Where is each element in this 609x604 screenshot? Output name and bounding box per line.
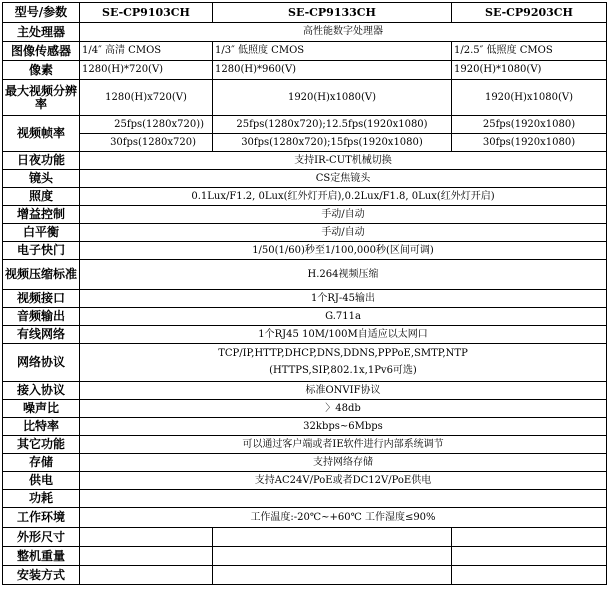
row-audio-output [3,308,607,326]
row-storage [3,454,607,472]
processor-value: 高性能数字处理器 [80,23,607,42]
row-network [3,326,607,344]
gain-value: 手动/自动 [80,206,607,224]
access-protocol-value: 标准ONVIF协议 [80,382,607,400]
model-1: SE-CP9103CH [80,3,213,23]
dimensions-value-1 [80,528,213,547]
pixels-label: 像素 [3,61,80,80]
protocols-value [80,344,607,382]
shutter-value: 1/50(1/60)秒至1/100,000秒(区间可调) [80,242,607,260]
snr-value: 〉48db [80,400,607,418]
row-protocols [3,344,607,382]
row-processor [3,23,607,42]
frame-rate-1-line1: 25fps(1280x720)) [80,116,213,134]
gain-label: 增益控制 [3,206,80,224]
bitrate-label: 比特率 [3,418,80,436]
max-resolution-value-2: 1920(H)x1080(V) [213,80,452,116]
row-compression [3,260,607,290]
frame-rate-3-line2: 30fps(1920x1080) [452,134,607,152]
pixels-value-2: 1280(H)*960(V) [213,61,452,80]
row-illumination [3,188,607,206]
row-video-interface [3,290,607,308]
row-frame-rate-2 [3,134,607,152]
weight-value-3 [452,547,607,566]
shutter-label: 电子快门 [3,242,80,260]
installation-value-2 [213,566,452,585]
row-snr [3,400,607,418]
network-label: 有线网络 [3,326,80,344]
row-gain [3,206,607,224]
frame-rate-2-line2: 30fps(1280x720);15fps(1920x1080) [213,134,452,152]
row-pixels [3,61,607,80]
row-frame-rate-1 [3,116,607,134]
frame-rate-1-line2: 30fps(1280x720) [80,134,213,152]
max-resolution-value-3: 1920(H)x1080(V) [452,80,607,116]
lens-value: CS定焦镜头 [80,170,607,188]
frame-rate-2-line1: 25fps(1280x720);12.5fps(1920x1080) [213,116,452,134]
day-night-label: 日夜功能 [3,152,80,170]
model-2: SE-CP9133CH [213,3,452,23]
other-value: 可以通过客户端或者IE软件进行内部系统调节 [80,436,607,454]
lens-label: 镜头 [3,170,80,188]
row-max-resolution [3,80,607,116]
spec-table [2,2,607,585]
storage-label: 存储 [3,454,80,472]
audio-output-label: 音频输出 [3,308,80,326]
environment-label: 工作环境 [3,508,80,528]
row-bitrate [3,418,607,436]
pixels-value-1: 1280(H)*720(V) [80,61,213,80]
power-consumption-value [80,490,607,508]
weight-value-1 [80,547,213,566]
frame-rate-label: 视频帧率 [3,116,80,152]
max-resolution-label: 最大视频分辨率 [3,80,80,116]
row-power [3,472,607,490]
row-other [3,436,607,454]
processor-label: 主处理器 [3,23,80,42]
row-sensor [3,42,607,61]
installation-label: 安装方式 [3,566,80,585]
video-interface-value: 1个RJ-45输出 [80,290,607,308]
audio-output-value: G.711a [80,308,607,326]
power-value: 支持AC24V/PoE或者DC12V/PoE供电 [80,472,607,490]
installation-value-3 [452,566,607,585]
max-resolution-value-1: 1280(H)x720(V) [80,80,213,116]
model-3: SE-CP9203CH [452,3,607,23]
row-dimensions [3,528,607,547]
weight-value-2 [213,547,452,566]
snr-label: 噪声比 [3,400,80,418]
video-interface-label: 视频接口 [3,290,80,308]
sensor-label: 图像传感器 [3,42,80,61]
bitrate-value: 32kbps~6Mbps [80,418,607,436]
power-consumption-label: 功耗 [3,490,80,508]
row-lens [3,170,607,188]
day-night-value: 支持IR-CUT机械切换 [80,152,607,170]
sensor-value-1: 1/4″ 高清 CMOS [80,42,213,61]
sensor-value-3: 1/2.5″ 低照度 CMOS [452,42,607,61]
dimensions-value-3 [452,528,607,547]
header-row [3,3,607,23]
dimensions-value-2 [213,528,452,547]
installation-value-1 [80,566,213,585]
weight-label: 整机重量 [3,547,80,566]
frame-rate-3-line1: 25fps(1920x1080) [452,116,607,134]
compression-label: 视频压缩标准 [3,260,80,290]
illumination-label: 照度 [3,188,80,206]
other-label: 其它功能 [3,436,80,454]
environment-value: 工作温度:-20℃~+60℃ 工作湿度≤90% [80,508,607,528]
white-balance-label: 白平衡 [3,224,80,242]
power-label: 供电 [3,472,80,490]
header-label: 型号/参数 [3,3,80,23]
row-environment [3,508,607,528]
protocols-line1: TCP/IP,HTTP,DHCP,DNS,DDNS,PPPoE,SMTP,NTP [218,348,468,359]
row-day-night [3,152,607,170]
storage-value: 支持网络存储 [80,454,607,472]
protocols-label: 网络协议 [3,344,80,382]
row-installation [3,566,607,585]
row-power-consumption [3,490,607,508]
illumination-value: 0.1Lux/F1.2, 0Lux(红外灯开启),0.2Lux/F1.8, 0Lux(红外灯开启) [80,188,607,206]
compression-value: H.264视频压缩 [80,260,607,290]
row-access-protocol [3,382,607,400]
network-value: 1个RJ45 10M/100M自适应以太网口 [80,326,607,344]
dimensions-label: 外形尺寸 [3,528,80,547]
pixels-value-3: 1920(H)*1080(V) [452,61,607,80]
sensor-value-2: 1/3″ 低照度 CMOS [213,42,452,61]
white-balance-value: 手动/自动 [80,224,607,242]
access-protocol-label: 接入协议 [3,382,80,400]
row-white-balance [3,224,607,242]
row-weight [3,547,607,566]
protocols-line2: (HTTPS,SIP,802.1x,1Pv6可选) [269,365,417,376]
row-shutter [3,242,607,260]
